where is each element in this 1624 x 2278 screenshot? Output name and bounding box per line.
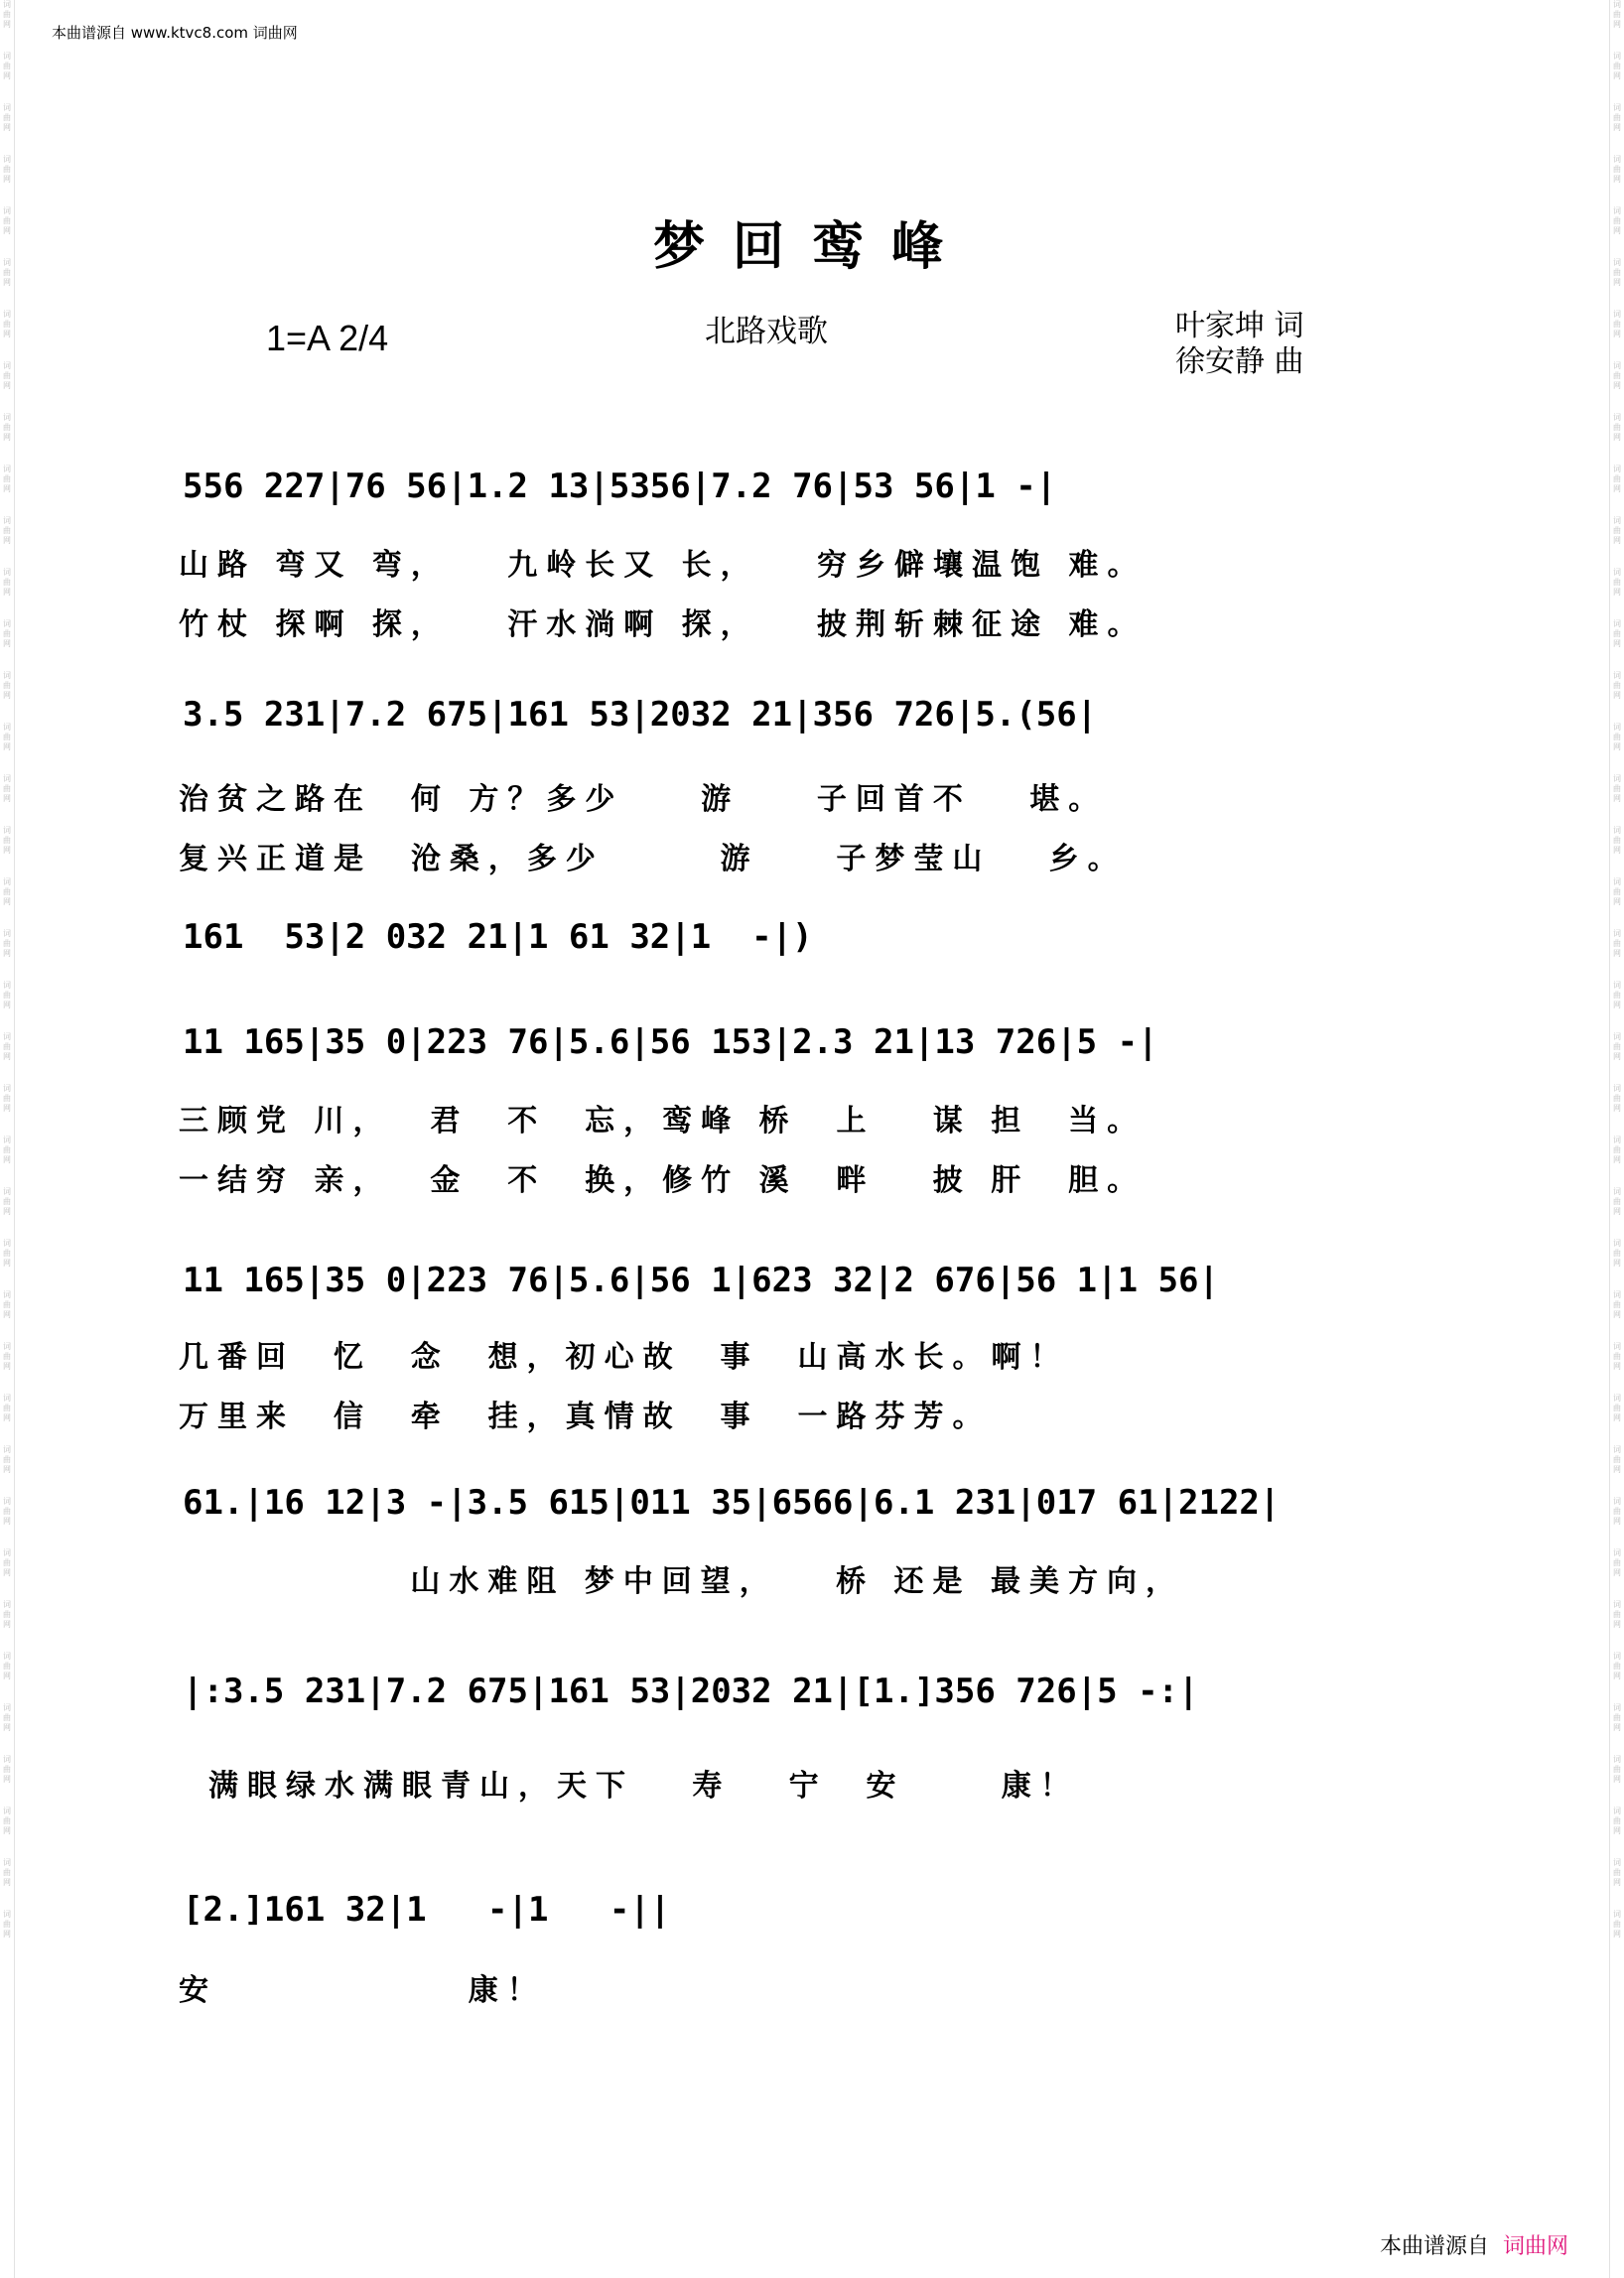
edge-watermark-mark: 词曲网: [1613, 1136, 1621, 1164]
notation-line-8: [2.]161 32|1 -|1 -||: [183, 1890, 671, 1930]
edge-watermark-mark: 词曲网: [1613, 1910, 1621, 1939]
edge-watermark-mark: 词曲网: [1613, 1858, 1621, 1887]
edge-watermark-mark: 词曲网: [3, 1600, 11, 1629]
lyric-line-8: 安 康！: [179, 1973, 546, 2008]
footer-source-text: 本曲谱源自: [1379, 2234, 1489, 2259]
lyric-line-2b: 复兴正道是 沧桑，多少 游 子梦莹山 乡。: [179, 842, 1127, 876]
edge-watermark-mark: 词曲网: [1613, 1239, 1621, 1268]
edge-watermark-mark: 词曲网: [3, 568, 11, 597]
edge-watermark-mark: 词曲网: [3, 1703, 11, 1732]
edge-watermark-mark: 词曲网: [1613, 1600, 1621, 1629]
edge-watermark-mark: 词曲网: [3, 155, 11, 184]
edge-watermark-mark: 词曲网: [3, 516, 11, 545]
lyric-line-6: 山水难阻 梦中回望， 桥 还是 最美方向，: [179, 1564, 1184, 1599]
lyric-line-7: 满眼绿水满眼青山，天下 寿 宁 安 康！: [208, 1769, 1079, 1804]
edge-watermark-mark: 词曲网: [3, 774, 11, 803]
edge-watermark-mark: 词曲网: [3, 619, 11, 648]
edge-watermark-mark: 词曲网: [3, 1239, 11, 1268]
edge-watermark-mark: 词曲网: [1613, 929, 1621, 958]
edge-watermark-mark: 词曲网: [3, 310, 11, 338]
edge-watermark-mark: 词曲网: [3, 877, 11, 906]
song-title: 梦回鸾峰: [652, 217, 971, 277]
edge-watermark-mark: 词曲网: [1613, 516, 1621, 545]
notation-line-7: |:3.5 231|7.2 675|161 53|2032 21|[1.]356 726|5 -:|: [183, 1672, 1199, 1711]
edge-watermark-mark: 词曲网: [1613, 1084, 1621, 1113]
edge-watermark-mark: 词曲网: [3, 723, 11, 751]
lyric-line-5b: 万里来 信 牵 挂，真情故 事 一路芬芳。: [179, 1400, 992, 1434]
edge-watermark-mark: 词曲网: [3, 1807, 11, 1835]
edge-watermark-mark: 词曲网: [3, 1755, 11, 1784]
edge-watermark-mark: 词曲网: [3, 465, 11, 493]
edge-watermark-mark: 词曲网: [3, 1136, 11, 1164]
notation-line-1: 556 227|76 56|1.2 13|5356|7.2 76|53 56|1 -|: [183, 467, 1057, 506]
edge-watermark-mark: 词曲网: [3, 1394, 11, 1422]
lyric-line-1a: 山路 弯又 弯， 九岭长又 长， 穷乡僻壤温饱 难。: [179, 548, 1147, 583]
edge-watermark-mark: 词曲网: [3, 981, 11, 1009]
edge-watermark-mark: 词曲网: [1613, 1807, 1621, 1835]
edge-watermark-mark: 词曲网: [1613, 981, 1621, 1009]
edge-watermark-mark: 词曲网: [1613, 619, 1621, 648]
edge-watermark-mark: 词曲网: [3, 1084, 11, 1113]
edge-watermark-mark: 词曲网: [1613, 206, 1621, 235]
notation-line-5: 11 165|35 0|223 76|5.6|56 1|623 32|2 676|56 1|1 56|: [183, 1261, 1219, 1300]
edge-watermark-mark: 词曲网: [1613, 310, 1621, 338]
notation-line-3: 161 53|2 032 21|1 61 32|1 -|): [183, 917, 813, 957]
edge-watermark-mark: 词曲网: [1613, 361, 1621, 390]
edge-watermark-mark: 词曲网: [1613, 155, 1621, 184]
edge-watermark-mark: 词曲网: [3, 1548, 11, 1577]
lyric-line-4b: 一结穷 亲， 金 不 换，修竹 溪 畔 披 肝 胆。: [179, 1163, 1147, 1198]
notation-line-4: 11 165|35 0|223 76|5.6|56 153|2.3 21|13 726|5 -|: [183, 1022, 1158, 1062]
edge-watermark-mark: 词曲网: [1613, 1394, 1621, 1422]
edge-watermark-mark: 词曲网: [1613, 877, 1621, 906]
edge-watermark-mark: 词曲网: [1613, 465, 1621, 493]
edge-watermark-mark: 词曲网: [1613, 258, 1621, 287]
composer-credit: 徐安静 曲: [1175, 344, 1304, 379]
edge-watermark-mark: 词曲网: [1613, 1290, 1621, 1319]
edge-watermark-mark: 词曲网: [1613, 1548, 1621, 1577]
lyric-line-5a: 几番回 忆 念 想，初心故 事 山高水长。啊！: [179, 1340, 1069, 1375]
edge-watermark-mark: 词曲网: [3, 413, 11, 442]
edge-watermark-mark: 词曲网: [1613, 1342, 1621, 1371]
edge-watermark-mark: 词曲网: [3, 1445, 11, 1474]
edge-watermark-mark: 词曲网: [3, 1652, 11, 1680]
edge-watermark-mark: 词曲网: [1613, 103, 1621, 132]
edge-watermark-mark: 词曲网: [1613, 1497, 1621, 1526]
edge-watermark-mark: 词曲网: [1613, 1187, 1621, 1216]
edge-watermark-mark: 词曲网: [1613, 1652, 1621, 1680]
edge-watermark-mark: 词曲网: [1613, 568, 1621, 597]
edge-watermark-mark: 词曲网: [3, 1290, 11, 1319]
edge-watermark-mark: 词曲网: [3, 826, 11, 855]
lyricist-credit: 叶家坤 词: [1175, 309, 1304, 343]
edge-watermark-mark: 词曲网: [3, 1032, 11, 1061]
edge-watermark-mark: 词曲网: [1613, 1755, 1621, 1784]
edge-watermark-mark: 词曲网: [1613, 1032, 1621, 1061]
edge-watermark-mark: 词曲网: [3, 52, 11, 80]
edge-watermark-mark: 词曲网: [3, 1187, 11, 1216]
edge-watermark-mark: 词曲网: [3, 929, 11, 958]
genre-label: 北路戏歌: [705, 314, 828, 349]
edge-watermark-mark: 词曲网: [3, 1497, 11, 1526]
edge-watermark-mark: 词曲网: [3, 258, 11, 287]
edge-watermark-mark: 词曲网: [1613, 774, 1621, 803]
notation-line-6: 61.|16 12|3 -|3.5 615|011 35|6566|6.1 231|017 61|2122|: [183, 1483, 1281, 1523]
footer-brand-link[interactable]: 词曲网: [1502, 2234, 1568, 2259]
lyric-line-4a: 三顾党 川， 君 不 忘，鸾峰 桥 上 谋 担 当。: [179, 1104, 1147, 1139]
right-edge-watermark: [1609, 0, 1624, 2278]
edge-watermark-mark: 词曲网: [1613, 1445, 1621, 1474]
header-source-text: 本曲谱源自 www.ktvc8.com 词曲网: [52, 24, 298, 42]
edge-watermark-mark: 词曲网: [3, 1342, 11, 1371]
edge-watermark-mark: 词曲网: [3, 206, 11, 235]
edge-watermark-mark: 词曲网: [3, 0, 11, 29]
left-edge-watermark: [0, 0, 15, 2278]
lyric-line-2a: 治贫之路在 何 方？多少 游 子回首不 堪。: [179, 782, 1108, 817]
edge-watermark-mark: 词曲网: [3, 671, 11, 700]
edge-watermark-mark: 词曲网: [1613, 1703, 1621, 1732]
edge-watermark-mark: 词曲网: [3, 361, 11, 390]
edge-watermark-mark: 词曲网: [1613, 671, 1621, 700]
key-meter: 1=A 2/4: [266, 318, 389, 358]
edge-watermark-mark: 词曲网: [1613, 52, 1621, 80]
footer-source: [1380, 2229, 1568, 2260]
edge-watermark-mark: 词曲网: [1613, 0, 1621, 29]
edge-watermark-mark: 词曲网: [3, 1858, 11, 1887]
edge-watermark-mark: 词曲网: [1613, 413, 1621, 442]
edge-watermark-mark: 词曲网: [1613, 723, 1621, 751]
edge-watermark-mark: 词曲网: [3, 1910, 11, 1939]
notation-line-2: 3.5 231|7.2 675|161 53|2032 21|356 726|5.(56|: [183, 695, 1098, 735]
lyric-line-1b: 竹杖 探啊 探， 汗水淌啊 探， 披荆斩棘征途 难。: [179, 607, 1147, 642]
edge-watermark-mark: 词曲网: [1613, 826, 1621, 855]
edge-watermark-mark: 词曲网: [3, 103, 11, 132]
